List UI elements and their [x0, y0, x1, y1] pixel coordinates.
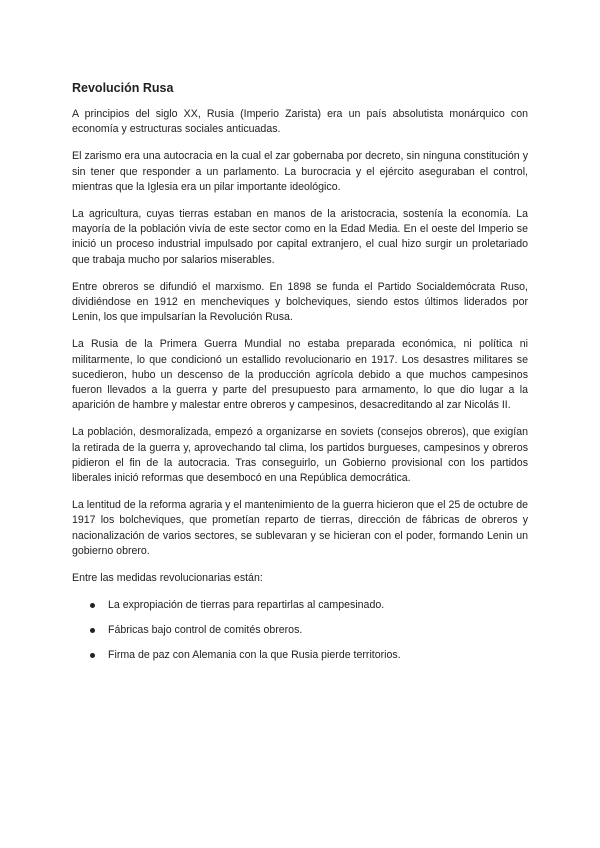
paragraph: El zarismo era una autocracia en la cual el zar gobernaba por decreto, sin ninguna constitución y sin tener que responder a un parlamento. La burocracia y el ejército aseguraban el control, mientras que la Iglesia era un pilar importante ideológico.: [72, 150, 528, 193]
paragraph: La población, desmoralizada, empezó a organizarse en soviets (consejos obreros), que exigían la retirada de la guerra y, aprovechando tal clima, los partidos burgueses, campesinos y obreros pidieron el fin de la autocracia. Tras conseguirlo, un Gobierno provisional con los partidos liberales inició reformas que desembocó en una República democrática.: [72, 426, 528, 485]
list-item-text: Firma de paz con Alemania con la que Rusia pierde territorios.: [108, 649, 401, 662]
bullet-icon: [90, 603, 95, 608]
list-intro: Entre las medidas revolucionarias están:: [72, 572, 263, 585]
paragraph: La lentitud de la reforma agraria y el mantenimiento de la guerra hicieron que el 25 de octubre de 1917 los bolcheviques, que prometían reparto de tierras, dirección de fábricas de obreros y nacionalización de varios sectores, se sublevaran y se hicieran con el poder, formando Lenin un gobierno obrero.: [72, 499, 528, 557]
paragraph: A principios del siglo XX, Rusia (Imperio Zarista) era un país absolutista monárquico con economía y estructuras sociales anticuadas.: [72, 108, 528, 136]
bullet-icon: [90, 628, 95, 633]
document-page: [72, 80, 528, 673]
list-item-text: Fábricas bajo control de comités obreros.: [108, 624, 303, 637]
paragraph: Entre obreros se difundió el marxismo. En 1898 se funda el Partido Socialdemócrata Ruso, dividiéndose en 1912 en mencheviques y bolcheviques, siendo estos últimos liderados por Lenin, los que impulsarían la Revolución Rusa.: [72, 280, 528, 324]
bullet-list: [72, 598, 528, 663]
list-item: [72, 598, 528, 613]
document-title: Revolución Rusa: [72, 81, 174, 95]
list-item: [72, 648, 528, 663]
list-item: [72, 623, 528, 638]
bullet-icon: [90, 653, 95, 658]
list-item-text: La expropiación de tierras para repartirlas al campesinado.: [108, 599, 385, 612]
paragraph: La agricultura, cuyas tierras estaban en manos de la aristocracia, sostenía la economía. La mayoría de la población vivía de este sector como en la Edad Media. En el oeste del Imperio se inició un proceso industrial impulsado por capital extranjero, el cual hizo surgir un proletariado que trabaja mucho por salarios miserables.: [72, 208, 528, 266]
paragraph: La Rusia de la Primera Guerra Mundial no estaba preparada económica, ni política ni militarmente, lo que condicionó un estallido revolucionario en 1917. Los desastres militares se sucedieron, hubo un descenso de la producción agrícola debido a que muchos campesinos fueron llevados a la guerra y parte del presupuesto para armamento, lo que dio lugar a la aparición de hambre y malestar entre obreros y campesinos, desacreditando al zar Nicolás II.: [72, 338, 528, 412]
